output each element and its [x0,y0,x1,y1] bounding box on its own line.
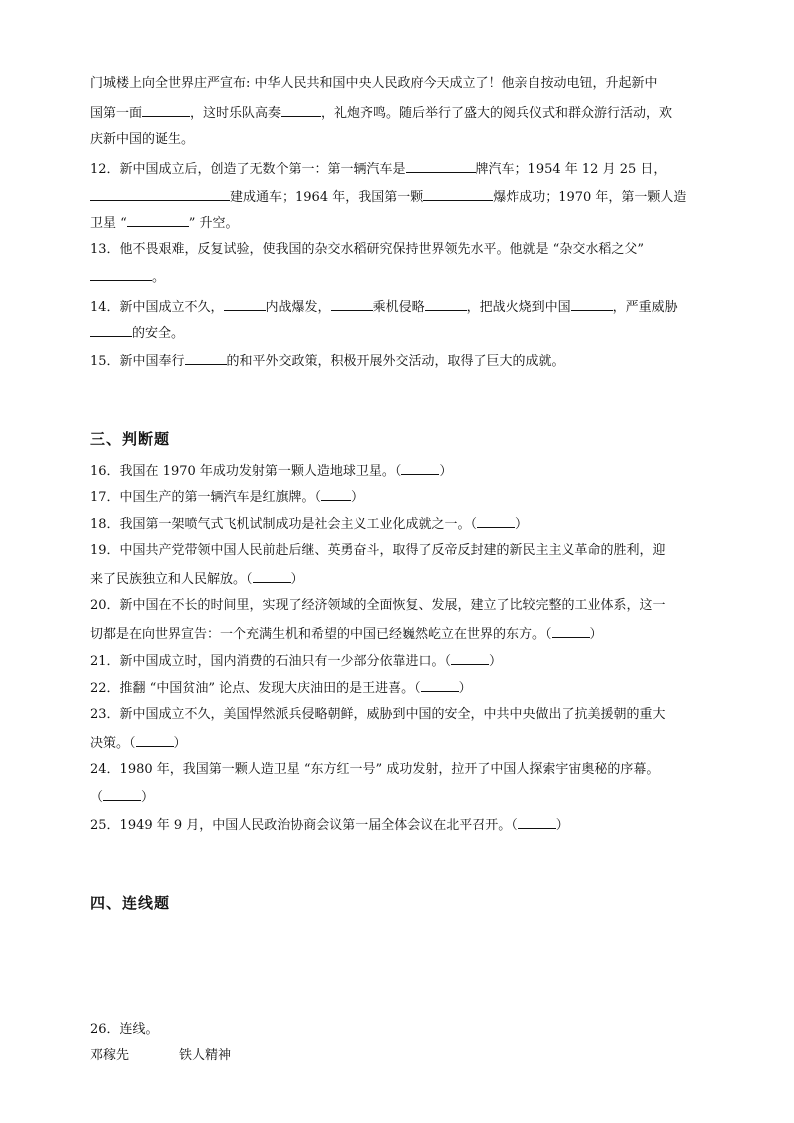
q24-line1: 24．1980 年，我国第一颗人造卫星 “东方红一号” 成功发射，拉开了中国人探索宇宙奥秘的序幕。 [90,762,660,777]
answer-blank[interactable] [90,186,230,201]
q23-line2: 决策。（ ） [90,732,710,754]
answer-blank[interactable] [281,102,321,117]
q22: 22．推翻 “中国贫油” 论点、发现大庆油田的是王进喜。（ ） [90,677,710,699]
q21: 21．新中国成立时，国内消费的石油只有一少部分依靠进口。（ ） [90,650,710,672]
q14-line2: 的安全。 [90,322,710,344]
answer-blank[interactable] [136,732,174,747]
q17: 17．中国生产的第一辆汽车是红旗牌。（ ） [90,486,710,508]
q11-line3: 庆新中国的诞生。 [90,132,195,147]
answer-blank[interactable] [90,322,132,337]
answer-blank[interactable] [253,568,291,583]
match-left-item[interactable]: 邓稼先 [90,1048,130,1063]
answer-blank[interactable] [477,513,515,528]
answer-blank[interactable] [451,650,489,665]
answer-blank[interactable] [185,350,227,365]
q24-line2: （ ） [90,786,710,808]
answer-blank[interactable] [142,102,190,117]
q13-line1: 13．他不畏艰难，反复试验，使我国的杂交水稻研究保持世界领先水平。他就是 “杂交水稻之父” [90,242,644,257]
q26-row [90,1046,710,1066]
q20-line2: 切都是在向世界宣告：一个充满生机和希望的中国已经巍然屹立在世界的东方。（ ） [90,623,710,645]
answer-blank[interactable] [90,266,152,281]
section-title-matching: 四、连线题 [90,894,171,912]
answer-blank[interactable] [518,814,556,829]
answer-blank[interactable] [103,786,141,801]
answer-blank[interactable] [331,296,373,311]
q13-line2: 。 [90,266,710,288]
q20-line1: 20．新中国在不长的时间里，实现了经济领域的全面恢复、发展，建立了比较完整的工业体系，这一 [90,598,666,613]
q11-line2: 国第一面 ，这时乐队高奏 ，礼炮齐鸣。随后举行了盛大的阅兵仪式和群众游行活动，欢 [90,102,710,124]
q15-line1: 15．新中国奉行 的和平外交政策，积极开展外交活动，取得了巨大的成就。 [90,350,710,372]
answer-blank[interactable] [421,677,459,692]
answer-blank[interactable] [425,296,467,311]
q19-line1: 19．中国共产党带领中国人民前赴后继、英勇奋斗，取得了反帝反封建的新民主主义革命的胜利，迎 [90,543,666,558]
q16: 16．我国在 1970 年成功发射第一颗人造地球卫星。（ ） [90,460,710,482]
q18: 18．我国第一架喷气式飞机试制成功是社会主义工业化成就之一。（ ） [90,513,710,535]
answer-blank[interactable] [406,158,476,173]
answer-blank[interactable] [571,296,613,311]
answer-blank[interactable] [401,460,439,475]
answer-blank[interactable] [127,212,189,227]
q26-title: 26．连线。 [90,1022,159,1037]
q19-line2: 来了民族独立和人民解放。（ ） [90,568,710,590]
answer-blank[interactable] [321,486,351,501]
q11-line1: 门城楼上向全世界庄严宣布: 中华人民共和国中央人民政府今天成立了！他亲自按动电钮，升起新中 [90,76,658,91]
q12-line1: 12．新中国成立后，创造了无数个第一：第一辆汽车是 牌汽车；1954 年 12 月 25 日， [90,158,710,180]
q25: 25．1949 年 9 月，中国人民政治协商会议第一届全体会议在北平召开。（ ） [90,814,710,836]
q12-line3: 卫星 “ ” 升空。 [90,212,710,234]
q12-line2: 建成通车；1964 年，我国第一颗 爆炸成功；1970 年，第一颗人造 [90,186,710,208]
section-title-judge: 三、判断题 [90,430,171,448]
q14-line1: 14．新中国成立不久， 内战爆发， 乘机侵略 ，把战火烧到中国 ，严重威胁 [90,296,710,318]
match-right-item[interactable]: 铁人精神 [179,1048,232,1063]
answer-blank[interactable] [423,186,493,201]
answer-blank[interactable] [552,623,590,638]
q23-line1: 23．新中国成立不久，美国悍然派兵侵略朝鲜，威胁到中国的安全，中共中央做出了抗美援朝的重大 [90,707,666,722]
answer-blank[interactable] [224,296,266,311]
